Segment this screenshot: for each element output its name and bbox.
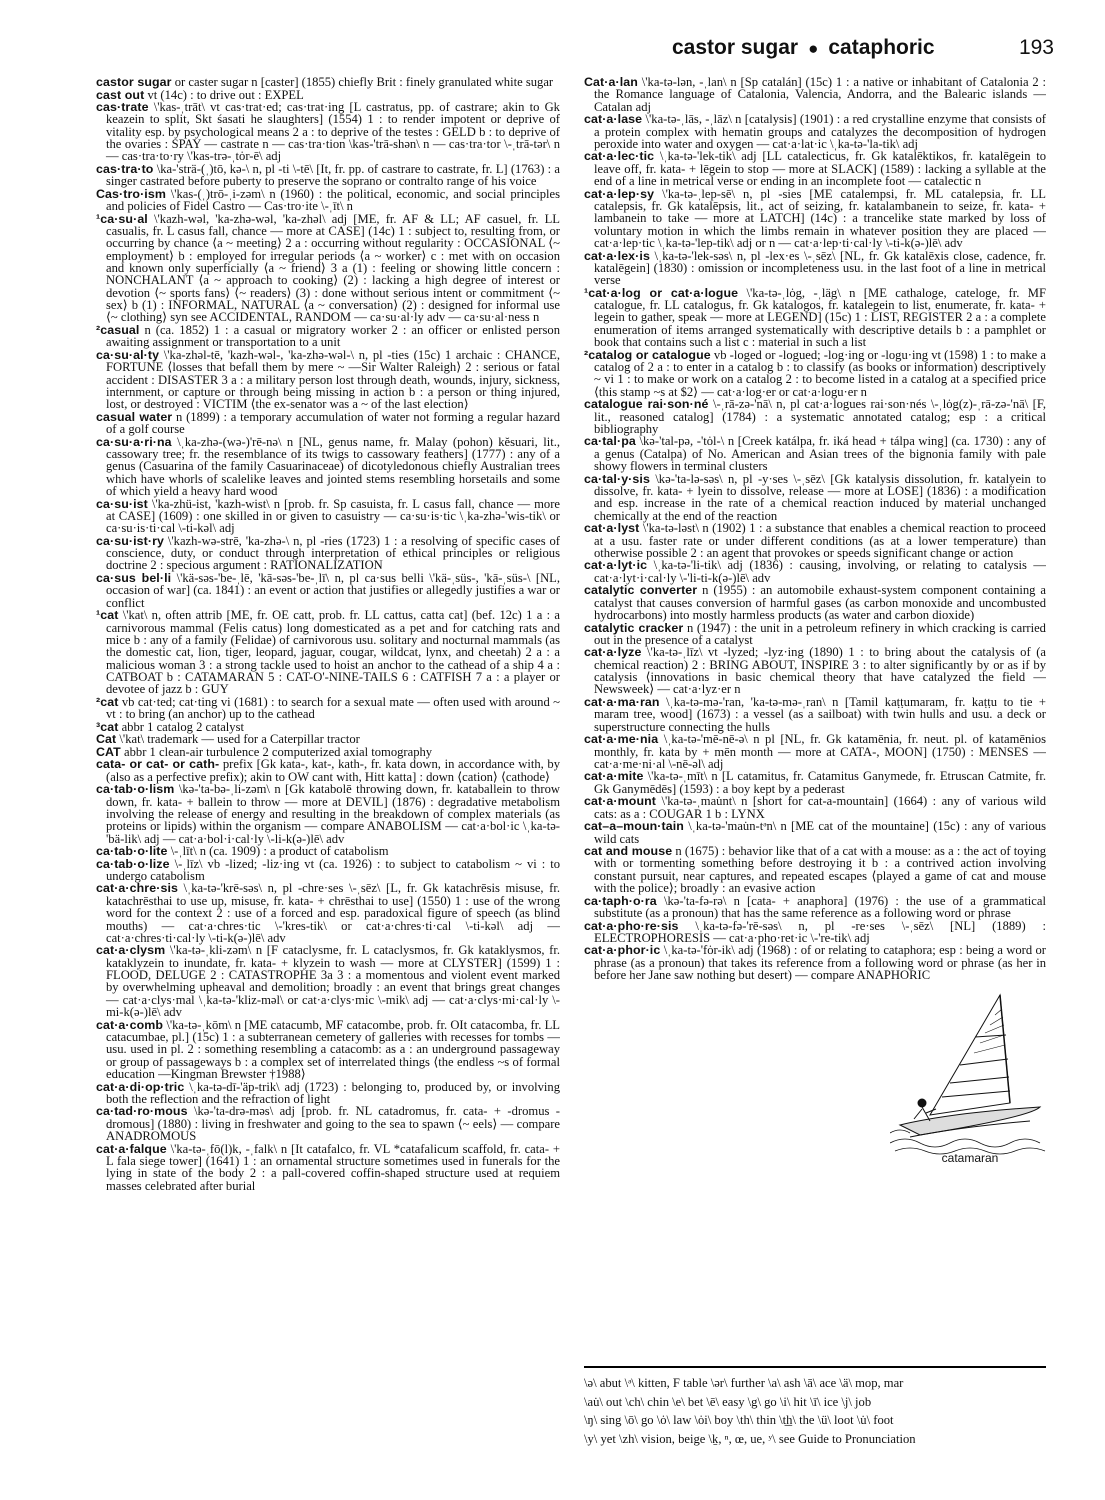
- dictionary-entry: [96, 882, 560, 944]
- entry-headword: ca·tad·ro·mous: [96, 1104, 188, 1119]
- dictionary-entry: [584, 150, 1046, 187]
- entry-headword: Cas·tro·ism: [96, 186, 166, 201]
- entry-headword: cata- or cat- or cath-: [96, 757, 220, 772]
- pronunciation-key: [584, 1366, 1046, 1448]
- entry-headword: cat·a·di·op·tric: [96, 1079, 185, 1094]
- entry-definition: \ˌka-tə-'mē-nē-ə\ n pl [NL, fr. Gk katamēnia, fr. neut. pl. of katamēnios monthly, fr. kata by + mēn month — more at CATA-, MOON] (1750) : MENSES — cat·a·me·ni·al \-nē-əl\ adj: [594, 732, 1046, 771]
- entry-headword: ³cat: [96, 719, 119, 734]
- dictionary-entry: [96, 696, 560, 721]
- entry-headword: cat·a·lase: [584, 112, 643, 127]
- figure-caption: catamaran: [941, 1151, 999, 1165]
- entry-headword: cas·tra·to: [96, 161, 154, 176]
- entry-definition: vb -loged or -logued; -log·ing or -logu·ing vt (1598) 1 : to make a catalog of 2 a : to enter in a catalog b : to classify (as books or information) descriptively ~ vi 1 : to make or work on a catalog 2 : to become listed in a catalog at a specified price ⟨this stamp ~s at $2⟩ — cat·a·log·er or cat·a·logu·er n: [594, 347, 1046, 399]
- entry-definition: \'ka-tə-ˌlȯg, -ˌläg\ n [ME cathaloge, cateloge, fr. MF catalogue, fr. LL catalogus, fr. Gk katalogos, fr. katalegein to list, enumerate, fr. kata- + legein to gather, speak — more at LEGEND] (15c) 1 : LIST, REGISTER 2 a : a complete enumeration of items arranged systematically with descriptive details b : a pamphlet or book that contains such a list c : material in such a list: [594, 285, 1046, 350]
- entry-definition: \'ka-tə-ləst\ n (1902) 1 : a substance that enables a chemical reaction to proceed at a usu. faster rate or under different conditions (as at a lower temperature) than otherwise possible 2 : an agent that provokes or speeds significant change or action: [594, 521, 1046, 560]
- entry-headword: catalytic cracker: [584, 620, 684, 635]
- dictionary-entry: [584, 522, 1046, 559]
- entry-definition: n (1947) : the unit in a petroleum refinery in which cracking is carried out in the presence of a catalyst: [594, 620, 1046, 647]
- dictionary-entry: [96, 188, 560, 213]
- entry-definition: \'kazh-wəl, 'ka-zhə-wəl, 'ka-zhəl\ adj [ME, fr. AF & LL; AF casuel, fr. LL casualis, fr. L casus fall, chance — more at CASE] (14c) 1 : subject to, resulting from, or occurring by chance ⟨a ~ meeting⟩ 2 a : occurring without regularity : OCCASIONAL ⟨~ employment⟩ b : employed for irregular periods ⟨a ~ worker⟩ c : met with on occasion and known only superficially ⟨a ~ friend⟩ 3 a (1) : feeling or showing little concern : NONCHALANT ⟨a ~ approach to cooking⟩ (2) : lacking a high degree of interest or devotion ⟨~ sports fans⟩ ⟨~ readers⟩ (3) : done without serious intent or commitment ⟨~ sex⟩ b (1) : INFORMAL, NATURAL ⟨a ~ conversation⟩ (2) : designed for informal use ⟨~ clothing⟩ syn see ACCIDENTAL, RANDOM — ca·su·al·ly adv — ca·su·al·ness n: [106, 211, 560, 325]
- entry-headword: cat·a·me·nia: [584, 732, 659, 747]
- dictionary-entry: [584, 845, 1046, 894]
- dictionary-entry: [584, 895, 1046, 920]
- entry-definition: vt (14c) : to drive out : EXPEL: [147, 87, 304, 102]
- entry-definition: \'kas-ˌtrāt\ vt cas·trat·ed; cas·trat·ing [L castratus, pp. of castrare; akin to Gk keazein to split, Skt śasati he slaughters] (1554) 1 : to render impotent or deprive of vitality esp. by psychological means 2 a : to deprive of the testes : GELD b : to deprive of the ovaries : SPAY — castrate n — cas·tra·tion \kas-'trā-shən\ n — cas·tra·tor \-ˌtrā-tər\ n — cas·tra·to·ry \'kas-trə-ˌtȯr-ē\ adj: [106, 100, 560, 164]
- entry-headword: cat–a–moun·tain: [584, 819, 684, 834]
- entry-headword: ¹cat·a·log or cat·a·logue: [584, 285, 739, 300]
- entry-definition: n (1955) : an automobile exhaust-system component containing a catalyst that causes conversion of harmful gases (as carbon monoxide and uncombusted hydrocarbons) into mostly harmless products (as water and carbon dioxide): [594, 583, 1046, 623]
- entry-definition: \'ka-tə-ˌlep-sē\ n, pl -sies [ME catalempsi, fr. ML catalepsia, fr. LL catalepsis, fr. Gk katalēpsis, lit., act of seizing, fr. katalambanein to seize, fr. kata- + lambanein to take — more at LATCH] (14c) : a trancelike state marked by loss of voluntary motion in which the limbs remain in whatever position they are placed — cat·a·lep·tic \ˌka-tə-'lep-tik\ adj or n — cat·a·lep·ti·cal·ly \-ti-k(ə-)lē\ adv: [594, 186, 1046, 251]
- dictionary-entry: [584, 287, 1046, 349]
- entry-headword: Cat·a·lan: [584, 76, 638, 89]
- page-number: 193: [1018, 36, 1054, 59]
- dictionary-entry: [584, 584, 1046, 621]
- entry-definition: n (1899) : a temporary accumulation of water not forming a regular hazard of a golf course: [106, 409, 560, 437]
- dictionary-entry: [96, 498, 560, 535]
- entry-definition: \ˌka-tə-'mau̇n-tᵊn\ n [ME cat of the mountaine] (15c) : any of various wild cats: [594, 819, 1046, 846]
- entry-definition: \-ˌlīz\ vb -lized; -liz·ing vt (ca. 1926) : to subject to catabolism ~ vi : to undergo catabolism: [106, 856, 560, 883]
- left-column: [96, 76, 560, 1470]
- entry-headword: ca·taph·o·ra: [584, 893, 657, 908]
- entry-definition: \ˌka-tə-'lek-tik\ adj [LL catalecticus, fr. Gk katalēktikos, fr. katalēgein to leave off, fr. kata- + lēgein to stop — more at SLACK] (1589) : lacking a syllable at the end of a line in metrical verse or ending in an incomplete foot — catalectic n: [594, 149, 1046, 189]
- dictionary-entry: [584, 435, 1046, 472]
- entry-definition: abbr 1 catalog 2 catalyst: [121, 719, 244, 734]
- entry-definition: \ˌka-tə-mə-'ran, 'ka-tə-mə-ˌran\ n [Tamil kaṭṭumaram, fr. kaṭṭu to tie + maram tree, wood] (1673) : a vessel (as a sailboat) with twin hulls and usu. a deck or superstructure connecting the hulls: [594, 695, 1046, 734]
- last-guide-word: cataphoric: [828, 36, 935, 59]
- entry-definition: \'ka-tə-ˌfō(l)k, -ˌfalk\ n [It catafalco, fr. VL *catafalicum scaffold, fr. cata- + L fala siege tower] (1641) 1 : an ornamental structure sometimes used in funerals for the lying in state of the body 2 : a pall-covered coffin-shaped structure used at requiem masses celebrated after burial: [106, 1141, 560, 1193]
- dictionary-entry: [96, 783, 560, 845]
- entry-headword: ¹cat: [96, 608, 119, 623]
- dictionary-entry: [584, 559, 1046, 584]
- entry-headword: ca·tal·pa: [584, 434, 636, 449]
- entry-headword: ca·su·ist·ry: [96, 533, 164, 548]
- dictionary-entry: [584, 646, 1046, 695]
- dictionary-entry: [96, 163, 560, 188]
- dictionary-entry: [96, 1019, 560, 1081]
- dictionary-entry: [584, 250, 1046, 287]
- entry-definition: \-ˌlīt\ n (ca. 1909) : a product of catabolism: [170, 844, 389, 859]
- entry-definition: \kə-'ta-lə-səs\ n, pl -y·ses \-ˌsēz\ [Gk katalysis dissolution, fr. katalyein to dissolve, fr. kata- + lyein to dissolve, release — more at LOSE] (1836) : a modification and esp. increase in the rate of a chemical reaction induced by material unchanged chemically at the end of the reaction: [594, 471, 1046, 523]
- entry-headword: cat·a·falque: [96, 1141, 167, 1156]
- entry-headword: cat·a·mite: [584, 769, 644, 784]
- entry-definition: n (ca. 1852) 1 : a casual or migratory worker 2 : an officer or enlisted person awaiting assignment or transportation to a unit: [106, 323, 560, 350]
- entry-headword: cat·a·lyst: [584, 521, 640, 536]
- entry-definition: \'ka-tə-ˌlās, -ˌlāz\ n [catalysis] (1901) : a red crystalline enzyme that consists of a protein complex with hematin groups and catalyzes the decomposition of hydrogen peroxide into water and oxygen — cat·a·lat·ic \ˌka-tə-'la-tik\ adj: [594, 112, 1046, 151]
- entry-headword: cat·a·lex·is: [584, 248, 650, 263]
- dictionary-entry: [96, 411, 560, 436]
- entry-definition: \'kas-(ˌ)trō-ˌi-zəm\ n (1960) : the political, economic, and social principles and policies of Fidel Castro — Cas·tro·ite \-ˌīt\ n: [106, 186, 560, 214]
- entry-headword: ca·su·ist: [96, 496, 148, 511]
- pronunciation-key-line: \y\ yet \zh\ vision, beige \ḵ, ⁿ, œ, ue, ʸ\ see Guide to Pronunciation: [584, 1431, 916, 1446]
- dictionary-entry: [96, 349, 560, 411]
- dictionary-entry: [584, 349, 1046, 398]
- dictionary-entry: [96, 858, 560, 883]
- entry-headword: cat and mouse: [584, 844, 673, 859]
- entry-headword: cat·a·mount: [584, 794, 657, 809]
- entry-definition: \kə-'ta-fə-rə\ n [cata- + anaphora] (1976) : the use of a grammatical substitute (as a pronoun) that has the same reference as a following word or phrase: [594, 893, 1046, 920]
- entry-headword: ¹ca·su·al: [96, 211, 148, 226]
- entry-headword: CAT: [96, 744, 121, 759]
- entry-definition: \'ka-tə-ˌkōm\ n [ME catacumb, MF catacombe, prob. fr. OIt catacomba, fr. LL catacumbae, pl.] (15c) 1 : a subterranean cemetery of galleries with recesses for tombs — usu. used in pl. 2 : something resembling a catacomb: as a : an underground passageway or group of passageways b : a complex set of interrelated things ⟨the endless ~s of formal education —Kingman Brewster †1988⟩: [106, 1017, 560, 1081]
- dictionary-entry: [584, 76, 1046, 113]
- entry-definition: \ˌka-tə-dī-'äp-trik\ adj (1723) : belonging to, produced by, or involving both the reflection and the refraction of light: [106, 1079, 560, 1106]
- dictionary-entry: [96, 324, 560, 349]
- entry-definition: \ˌka-tə-'li-tik\ adj (1836) : causing, involving, or relating to catalysis — cat·a·lyt·i·cal·ly \-'li-ti-k(ə-)lē\ adv: [594, 558, 1046, 585]
- dictionary-entry: [584, 920, 1046, 945]
- entry-headword: cat·a·lyze: [584, 645, 642, 660]
- entry-headword: ²casual: [96, 323, 140, 337]
- dictionary-entry: [96, 721, 560, 733]
- entry-definition: \'kä-səs-'be-ˌlē, 'kā-səs-'be-ˌlī\ n, pl ca·sus belli \'kä-ˌsüs-, 'kā-ˌsüs-\ [NL, occasion of war] (ca. 1841) : an event or action that justifies or allegedly justifies a war or conflict: [106, 571, 560, 610]
- entry-headword: casual water: [96, 409, 173, 424]
- entry-headword: cat·a·ma·ran: [584, 695, 660, 709]
- dictionary-entry: [584, 113, 1046, 150]
- entry-definition: \ˌka-tə-'fȯr-ik\ adj (1968) : of or relating to cataphora; esp : being a word or phrase (as a pronoun) that takes its reference from a following word or phrase (as her in before her Jane saw nothing but desert) — compare ANAPHORIC: [594, 943, 1046, 983]
- pronunciation-key-line: \au̇\ out \ch\ chin \e\ bet \ē\ easy \g\ go \i\ hit \ī\ ice \j\ job: [584, 1394, 872, 1409]
- entry-definition: \'ka-tə-ˌmau̇nt\ n [short for cat-a-mountain] (1664) : any of various wild cats: as a : COUGAR 1 b : LYNX: [594, 794, 1046, 821]
- dictionary-entry: [96, 213, 560, 324]
- dictionary-entry: [96, 1081, 560, 1106]
- entry-headword: ca·sus bel·li: [96, 571, 172, 585]
- dictionary-entry: [584, 398, 1046, 435]
- first-guide-word: castor sugar: [672, 36, 799, 59]
- dictionary-entry: [584, 188, 1046, 250]
- entry-headword: castor sugar: [96, 76, 172, 89]
- dictionary-entry: [96, 758, 560, 783]
- pronunciation-key-line: \ŋ\ sing \ō\ go \ȯ\ law \ȯi\ boy \th\ thin \t͟h\ the \ü\ loot \u̇\ foot: [584, 1413, 894, 1428]
- entry-headword: cat·a·lyt·ic: [584, 558, 648, 573]
- entry-headword: cat·a·comb: [96, 1017, 164, 1032]
- entry-headword: ²cat: [96, 694, 119, 709]
- entry-definition: \'ka-tə-lən, -ˌlan\ n [Sp catalán] (15c) 1 : a native or inhabitant of Catalonia 2 : the Romance language of Catalonia, Valencia, Andorra, and the Balearic islands — Catalan adj: [594, 76, 1046, 114]
- dictionary-entry: [96, 1143, 560, 1192]
- entry-definition: \'kat\ n, often attrib [ME, fr. OE catt, prob. fr. LL cattus, catta cat] (bef. 12c) 1 a : a carnivorous mammal (Felis catus) long domesticated as a pet and for catching rats and mice b : any of a family (Felidae) of carnivorous usu. solitary and nocturnal mammals (as the domestic cat, lion, tiger, leopard, jaguar, cougar, wildcat, lynx, and cheetah) 2 a : a malicious woman 3 : a strong tackle used to hoist an anchor to the cathead of a ship 4 a : CATBOAT b : CATAMARAN 5 : CAT-O'-NINE-TAILS 6 : CATFISH 7 a : a player or devotee of jazz b : GUY: [106, 608, 560, 697]
- entry-definition: \ˌka-tə-'krē-səs\ n, pl -chre·ses \-ˌsēz\ [L, fr. Gk katachrēsis misuse, fr. katachrēsthai to use up, misuse, fr. kata- + chrēsthai to use] (1550) 1 : use of the wrong word for the context 2 : use of a forced and esp. paradoxical figure of speech (as blind mouths) — cat·a·chres·tic \-'kres-tik\ or cat·a·chres·ti·cal \-ti-kəl\ adj — cat·a·chres·ti·cal·ly \-ti-k(ə-)lē\ adv: [106, 881, 560, 945]
- page-header: [672, 36, 1054, 64]
- dictionary-entry: [96, 101, 560, 163]
- entry-definition: or caster sugar n [caster] (1855) chiefly Brit : finely granulated white sugar: [174, 76, 554, 89]
- entry-headword: ca·tal·y·sis: [584, 471, 650, 486]
- pronunciation-key-line: \ə\ abut \ᵊ\ kitten, F table \ər\ further \a\ ash \ā\ ace \ä\ mop, mar: [584, 1376, 904, 1390]
- entry-headword: ca·su·al·ty: [96, 347, 160, 362]
- entry-definition: \'kat\ trademark — used for a Caterpillar tractor: [119, 732, 360, 747]
- entry-definition: \ˌka-tə-fə-'rē-səs\ n, pl -re·ses \-ˌsēz\ [NL] (1889) : ELECTROPHORESIS — cat·a·pho·ret·ic \-'re-tik\ adj: [594, 918, 1046, 945]
- entry-headword: ca·tab·o·lize: [96, 856, 170, 871]
- entry-definition: \'kazh-wə-strē, 'ka-zhə-\ n, pl -ries (1723) 1 : a resolving of specific cases of conscience, duty, or conduct through interpretation of ethical principles or religious doctrine 2 : specious argument : RATIONALIZATION: [106, 533, 560, 573]
- catamaran-sailboat-icon: [890, 975, 1050, 1155]
- entry-headword: Cat: [96, 732, 117, 747]
- dictionary-entry: [96, 436, 560, 498]
- dictionary-entry: [584, 696, 1046, 733]
- entry-definition: \'ka-zhəl-tē, 'kazh-wəl-, 'ka-zhə-wəl-\ n, pl -ties (15c) 1 archaic : CHANCE, FORTUNE ⟨losses that befall them by mere ~ —Sir Walter Raleigh⟩ 2 : serious or fatal accident : DISASTER 3 a : a military person lost through death, wounds, injury, sickness, internment, or capture or through being missing in action b : a person or thing injured, lost, or destroyed : VICTIM ⟨the ex-senator was a ~ of the last election⟩: [106, 347, 560, 412]
- entry-headword: catalytic converter: [584, 583, 698, 598]
- guide-word-separator: ●: [808, 39, 819, 58]
- entry-headword: cat·a·lec·tic: [584, 149, 655, 164]
- dictionary-entry: [96, 845, 560, 857]
- dictionary-entry: [96, 609, 560, 695]
- entry-headword: ca·tab·o·lism: [96, 782, 175, 797]
- dictionary-entry: [584, 733, 1046, 770]
- dictionary-entry: [96, 944, 560, 1018]
- entry-headword: catalogue rai·son·né: [584, 397, 709, 412]
- entry-definition: abbr 1 clean-air turbulence 2 computerized axial tomography: [124, 744, 433, 759]
- entry-definition: \'ka-tə-ˌkli-zəm\ n [F cataclysme, fr. L cataclysmos, fr. Gk kataklysmos, fr. kataklyzein to inundate, fr. kata- + klyzein to wash — more at CLYSTER] (1599) 1 : FLOOD, DELUGE 2 : CATASTROPHE 3a 3 : a momentous and violent event marked by overwhelming upheaval and demolition; broadly : an event that brings great changes — cat·a·clys·mal \ˌka-tə-'kliz-məl\ or cat·a·clys·mic \-mik\ adj — cat·a·clys·mi·cal·ly \-mi-k(ə-)lē\ adv: [106, 943, 560, 1020]
- entry-headword: cat·a·pho·re·sis: [584, 918, 679, 933]
- dictionary-entry: [96, 733, 560, 745]
- dictionary-entry: [584, 622, 1046, 647]
- entry-headword: ca·tab·o·lite: [96, 844, 168, 859]
- entry-definition: vb cat·ted; cat·ting vi (1681) : to search for a sexual mate — often used with around ~ vt : to bring (an anchor) up to the cathead: [106, 694, 560, 722]
- entry-definition: prefix [Gk kata-, kat-, kath-, fr. kata down, in accordance with, by (also as a perfective prefix); akin to OW cant with, Hitt katta] : down ⟨cation⟩ ⟨cathode⟩: [106, 757, 560, 784]
- dictionary-entry: [584, 795, 1046, 820]
- entry-headword: cat·a·phor·ic: [584, 943, 661, 958]
- entry-definition: \ˌka-tə-'lek-səs\ n, pl -lex·es \-ˌsēz\ [NL, fr. Gk katalēxis close, cadence, fr. katalēgein] (1830) : omission or incompleteness usu. in the last foot of a line in metrical verse: [594, 248, 1046, 288]
- dictionary-entry: [96, 746, 560, 758]
- entry-definition: \kə-'ta-drə-məs\ adj [prob. fr. NL catadromus, fr. cata- + -dromus -dromous] (1880) : living in freshwater and going to the sea to spawn ⟨~ eels⟩ — compare ANADROMOUS: [106, 1104, 560, 1144]
- entry-headword: cast out: [96, 87, 145, 102]
- dictionary-entry: [96, 572, 560, 609]
- entry-headword: cat·a·clysm: [96, 943, 166, 958]
- dictionary-entry: [584, 820, 1046, 845]
- entry-definition: \ka-'strä-(ˌ)tō, kə-\ n, pl -ti \-tē\ [It, fr. pp. of castrare to castrate, fr. L] (1763) : a singer castrated before puberty to preserve the soprano or contralto range of his voice: [106, 161, 560, 189]
- entry-definition: \-ˌrā-zə-'nā\ n, pl cat·a·logues rai·son·nés \-ˌlȯg(z)-ˌrā-zə-'nā\ [F, lit., reasoned catalog] (1784) : a systematic annotated catalog; esp : a critical bibliography: [594, 397, 1046, 436]
- entry-definition: \kə-'ta-bə-ˌli-zəm\ n [Gk katabolē throwing down, fr. kataballein to throw down, fr. kata- + ballein to throw — more at DEVIL] (1876) : degradative metabolism involving the release of energy and resulting in the breakdown of complex materials (as proteins or lipids) within the organism — compare ANABOLISM — cat·a·bol·ic \ˌka-tə-'bä-lik\ adj — cat·a·bol·i·cal·ly \-li-k(ə-)lē\ adv: [106, 782, 560, 846]
- dictionary-entry: [584, 473, 1046, 522]
- entry-definition: \kə-'tal-pə, -'tȯl-\ n [Creek katálpa, fr. iká head + tálpa wing] (ca. 1730) : any of a genus (Catalpa) of No. American and Asian trees of the bignonia family with pale showy flowers in terminal clusters: [594, 434, 1046, 474]
- entry-headword: cat·a·chre·sis: [96, 881, 178, 896]
- entry-definition: \'ka-tə-ˌlīz\ vt -lyzed; -lyz·ing (1890) 1 : to bring about the catalysis of (a chemical reaction) 2 : BRING ABOUT, INSPIRE 3 : to alter significantly by or as if by catalysis ⟨innovations in basic chemical theory that have catalyzed the field —Newsweek⟩ — cat·a·lyz·er n: [594, 645, 1046, 697]
- entry-headword: cas·trate: [96, 100, 149, 115]
- dictionary-entry: [96, 89, 560, 101]
- entry-definition: \'ka-tə-ˌmīt\ n [L catamitus, fr. Catamitus Ganymede, fr. Etruscan Catmite, fr. Gk Ganymēdēs] (1593) : a boy kept by a pederast: [594, 769, 1046, 796]
- entry-headword: ca·su·a·ri·na: [96, 434, 172, 449]
- dictionary-entry: [96, 76, 560, 88]
- dictionary-entry: [584, 770, 1046, 795]
- entry-definition: n (1675) : behavior like that of a cat with a mouse: as a : the act of toying with or tormenting something before destroying it b : a contrived action involving constant pursuit, near captures, and repeated escapes ⟨played a game of cat and mouse with the police⟩; broadly : an evasive action: [594, 844, 1046, 896]
- entry-definition: \'ka-zhü-ist, 'kazh-wist\ n [prob. fr. Sp casuista, fr. L casus fall, chance — more at CASE] (1609) : one skilled in or given to casuistry — ca·su·is·tic \ˌka-zhə-'wis-tik\ or ca·su·is·ti·cal \-ti-kəl\ adj: [106, 496, 560, 536]
- dictionary-entry: [96, 1105, 560, 1142]
- catamaran-figure: [890, 975, 1050, 1175]
- entry-headword: ²catalog or catalogue: [584, 347, 711, 362]
- entry-headword: cat·a·lep·sy: [584, 186, 655, 201]
- dictionary-entry: [96, 535, 560, 572]
- entry-definition: \ˌka-zhə-(wə-)'rē-nə\ n [NL, genus name, fr. Malay (pohon) kĕsuari, lit., cassowary tree; fr. the resemblance of its twigs to cassowary feathers] (1777) : any of a genus (Casuarina of the family Casuarinaceae) of dicotyledonous chiefly Australian trees which have whorls of scalelike leaves and jointed stems resembling horsetails and some of which yield a heavy hard wood: [106, 434, 560, 499]
